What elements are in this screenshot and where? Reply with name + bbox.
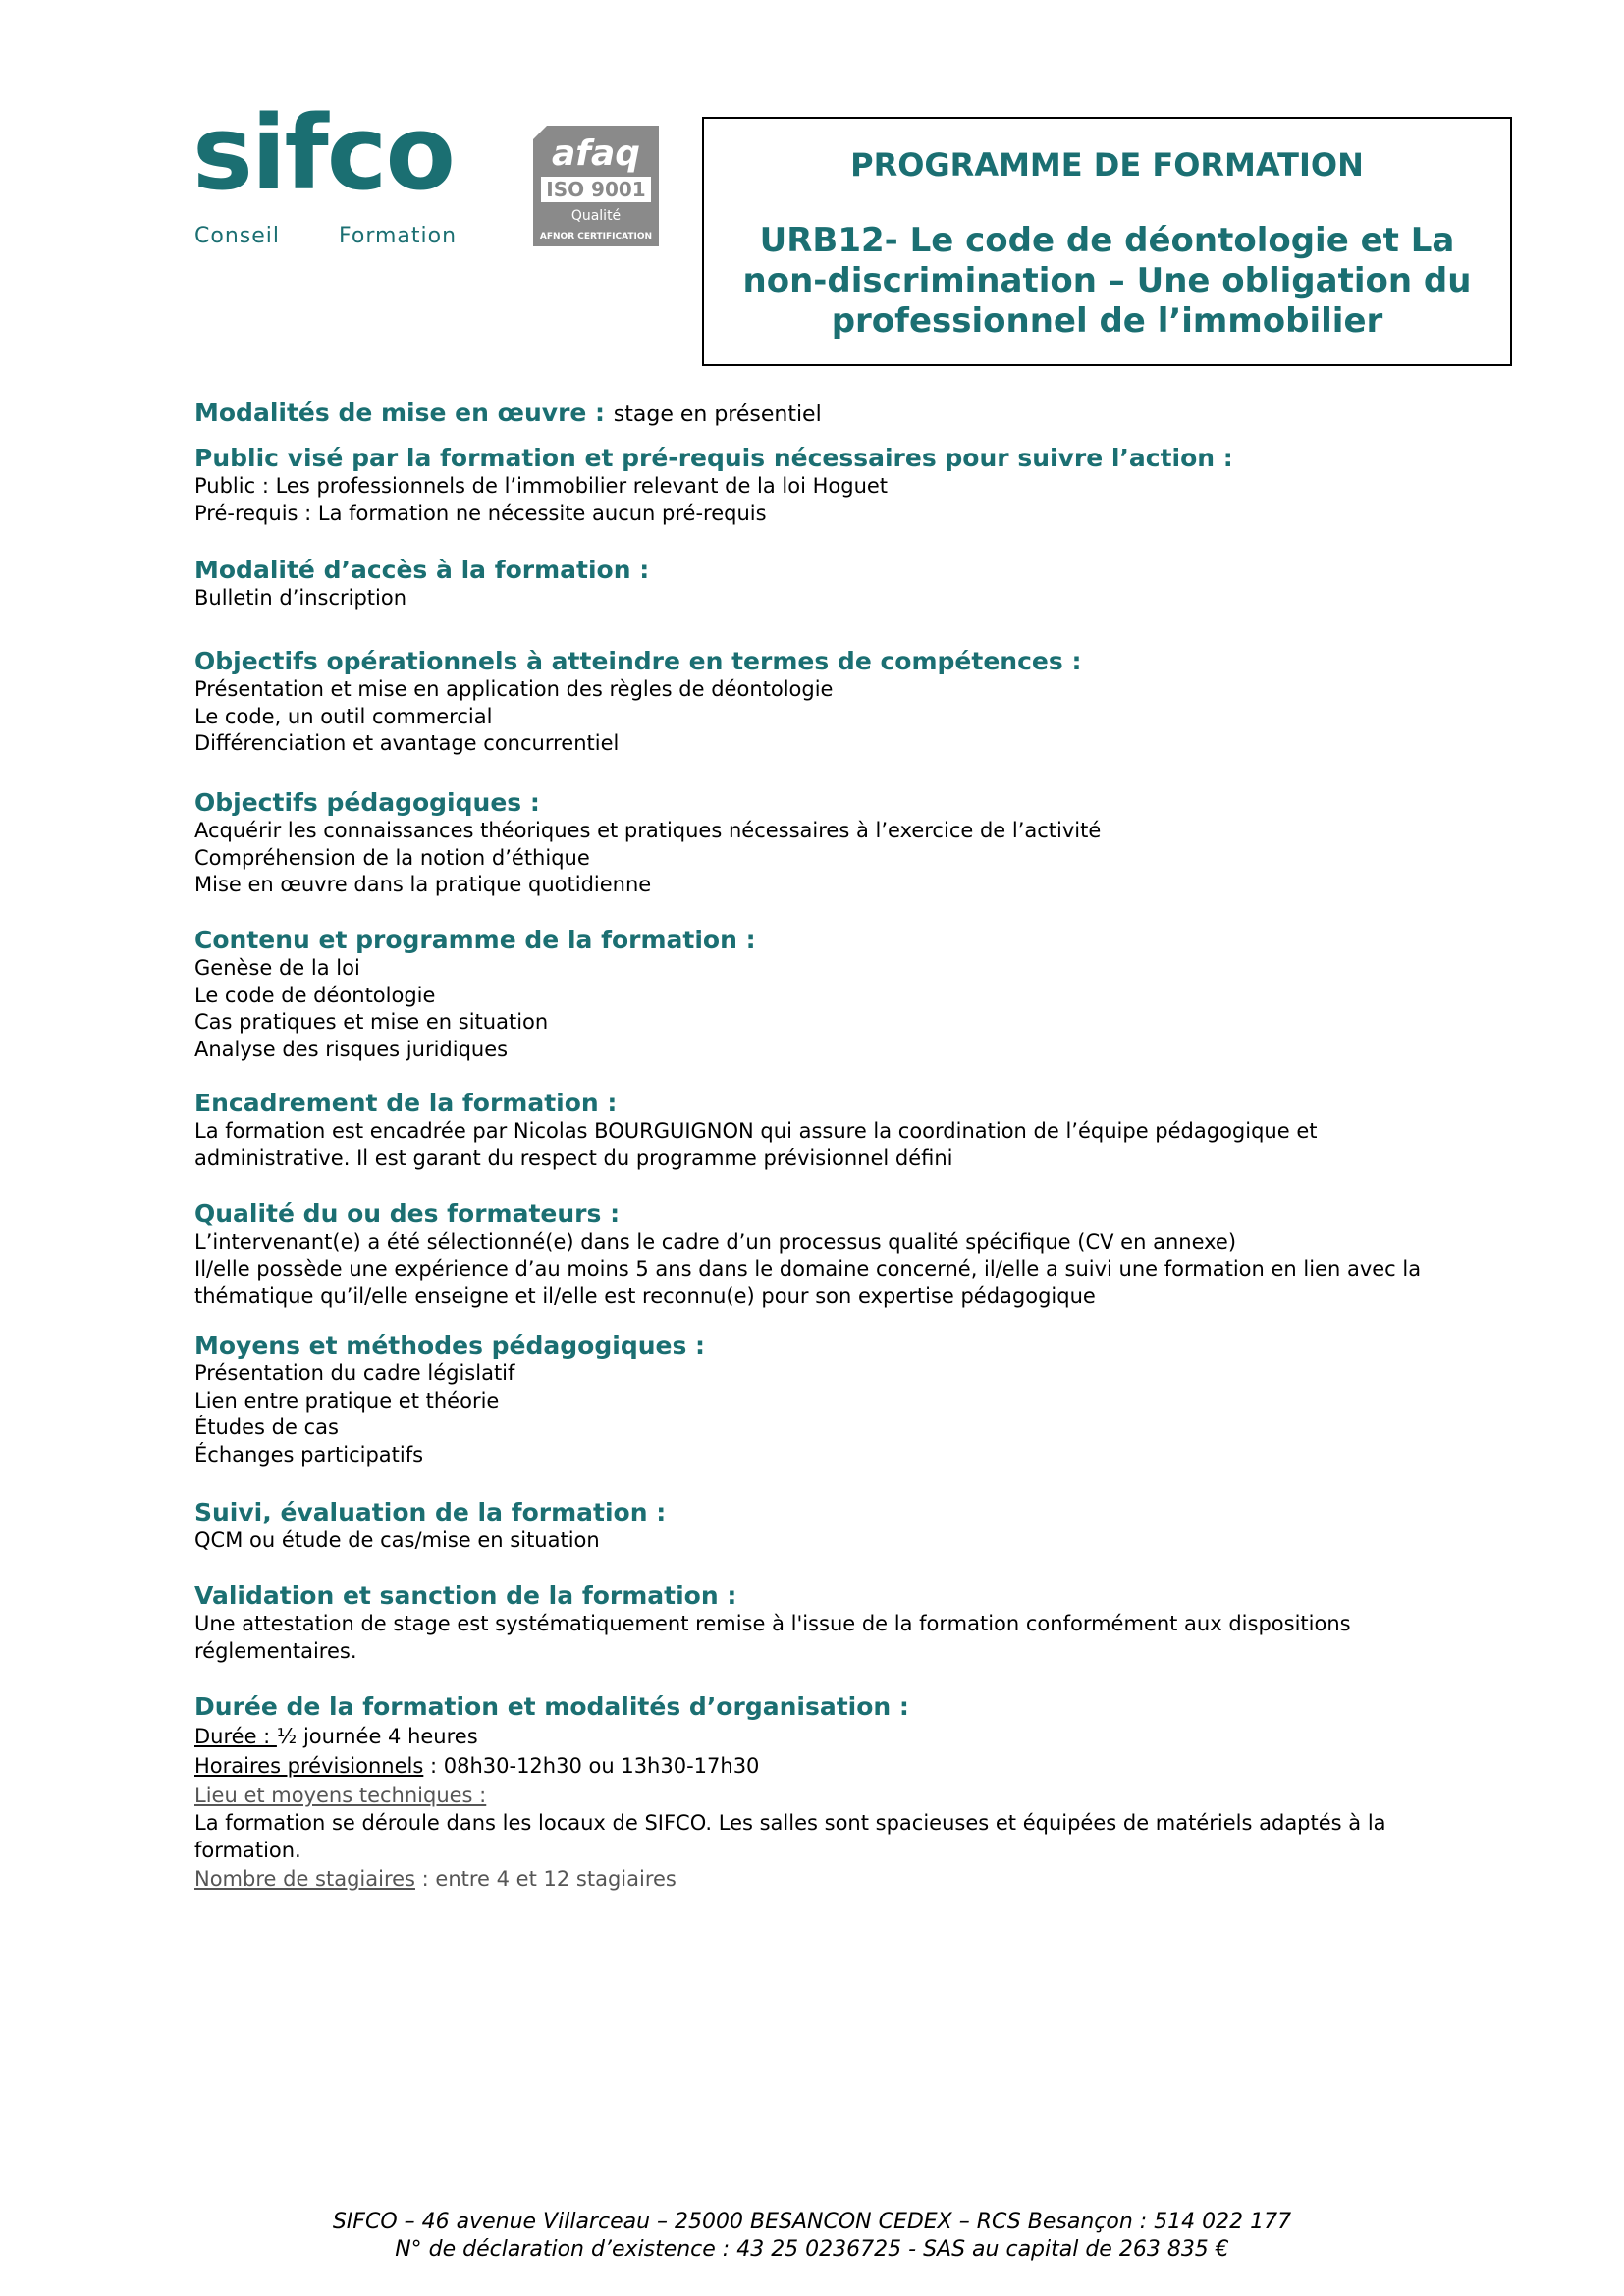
list-item: Différenciation et avantage concurrentiel xyxy=(194,731,620,755)
duree-line xyxy=(194,1722,1471,1751)
list-item: Acquérir les connaissances théoriques et pratiques nécessaires à l’exercice de l’activité xyxy=(194,819,1102,842)
section-heading: Encadrement de la formation : xyxy=(194,1089,618,1117)
footer-address: SIFCO – 46 avenue Villarceau – 25000 BESANCON CEDEX – RCS Besançon : 514 022 177 xyxy=(332,2210,1292,2234)
badge-quality: Qualité xyxy=(570,208,622,224)
section-validation xyxy=(194,1581,1471,1665)
programme-heading: PROGRAMME DE FORMATION xyxy=(850,146,1364,184)
section-heading: Public visé par la formation et pré-requis nécessaires pour suivre l’action : xyxy=(194,444,1233,472)
section-duree xyxy=(194,1692,1471,1894)
qualite-text: Il/elle possède une expérience d’au moins 5 ans dans le domaine concerné, il/elle a suivi une formation en lien avec la thématique qu’il/elle enseigne et il/elle est reconnu(e) pour son expertise pédagogique xyxy=(194,1256,1422,1308)
badge-standard: ISO 9001 xyxy=(546,178,646,201)
section-moyens xyxy=(194,1331,1471,1468)
footer xyxy=(0,2209,1624,2264)
section-heading: Objectifs opérationnels à atteindre en termes de compétences : xyxy=(194,647,1082,675)
encadrement-text: La formation est encadrée par Nicolas BOURGUIGNON qui assure la coordination de l’équipe pédagogique et administrative. Il est garant du respect du programme prévisionnel défini xyxy=(194,1119,1318,1170)
section-contenu xyxy=(194,926,1471,1063)
list-item: Le code de déontologie xyxy=(194,983,436,1007)
nombre-label: Nombre de stagiaires xyxy=(194,1867,415,1891)
section-public xyxy=(194,444,1471,527)
list-item: Compréhension de la notion d’éthique xyxy=(194,845,590,870)
section-encadrement xyxy=(194,1089,1471,1172)
duree-label: Durée : xyxy=(194,1725,277,1748)
qualite-line: L’intervenant(e) a été sélectionné(e) dans le cadre d’un processus qualité spécifique (CV en annexe) xyxy=(194,1230,1237,1254)
section-heading: Durée de la formation et modalités d’organisation : xyxy=(194,1692,909,1721)
section-objectifs-pedagogiques xyxy=(194,788,1471,899)
list-item: Présentation et mise en application des règles de déontologie xyxy=(194,677,834,701)
nombre-line xyxy=(194,1864,1471,1894)
list-item: Bulletin d’inscription xyxy=(194,586,407,610)
horaires-line xyxy=(194,1751,1471,1781)
title-box xyxy=(702,117,1512,366)
section-heading: Modalité d’accès à la formation : xyxy=(194,556,650,584)
list-item: Genèse de la loi xyxy=(194,956,360,980)
section-heading: Suivi, évaluation de la formation : xyxy=(194,1498,667,1526)
section-suivi xyxy=(194,1498,1471,1555)
lieu-text: La formation se déroule dans les locaux de SIFCO. Les salles sont spacieuses et équipées de matériels adaptés à la formation. xyxy=(194,1811,1386,1862)
course-title: URB12- Le code de déontologie et La non-discrimination – Une obligation du professionnel de l’immobilier xyxy=(742,221,1472,341)
horaires-value: : 08h30-12h30 ou 13h30-17h30 xyxy=(423,1754,760,1778)
duree-value: ½ journée 4 heures xyxy=(276,1725,478,1748)
logo-subtitle-right: Formation xyxy=(339,224,458,248)
list-item: Lien entre pratique et théorie xyxy=(194,1388,500,1413)
list-item: Pré-requis : La formation ne nécessite aucun pré-requis xyxy=(194,501,767,525)
section-heading: Validation et sanction de la formation : xyxy=(194,1581,737,1610)
section-heading: Contenu et programme de la formation : xyxy=(194,926,756,954)
list-item: Études de cas xyxy=(194,1415,339,1439)
section-heading: Qualité du ou des formateurs : xyxy=(194,1200,621,1228)
nombre-value: : entre 4 et 12 stagiaires xyxy=(414,1867,677,1891)
list-item: Cas pratiques et mise en situation xyxy=(194,1010,549,1034)
logo-subtitle xyxy=(194,224,457,248)
section-acces xyxy=(194,556,1471,613)
list-item: Mise en œuvre dans la pratique quotidienne xyxy=(194,873,652,896)
footer-declaration: N° de déclaration d’existence : 43 25 0236725 - SAS au capital de 263 835 € xyxy=(395,2237,1229,2262)
list-item: Le code, un outil commercial xyxy=(194,704,493,728)
list-item: QCM ou étude de cas/mise en situation xyxy=(194,1528,600,1552)
validation-text: Une attestation de stage est systématiquement remise à l'issue de la formation conformément aux dispositions réglementaires. xyxy=(194,1612,1351,1663)
lieu-label: Lieu et moyens techniques : xyxy=(194,1784,487,1807)
list-item: Présentation du cadre législatif xyxy=(194,1362,515,1385)
badge-brand: afaq xyxy=(551,133,641,174)
logo-subtitle-left: Conseil xyxy=(194,224,280,248)
section-heading: Objectifs pédagogiques : xyxy=(194,788,540,817)
list-item: Échanges participatifs xyxy=(194,1442,424,1467)
logo-wordmark: sifco xyxy=(192,93,454,213)
section-heading: Moyens et méthodes pédagogiques : xyxy=(194,1331,706,1360)
badge-issuer: AFNOR CERTIFICATION xyxy=(539,232,653,241)
afaq-iso-9001-badge xyxy=(533,126,659,246)
horaires-label: Horaires prévisionnels xyxy=(194,1754,424,1778)
sifco-logo xyxy=(192,93,487,253)
section-heading: Modalités de mise en œuvre : xyxy=(194,399,606,427)
list-item: Public : Les professionnels de l’immobilier relevant de la loi Hoguet xyxy=(194,474,889,498)
section-modalites xyxy=(194,399,1471,430)
modalites-value: stage en présentiel xyxy=(613,402,822,427)
list-item: Analyse des risques juridiques xyxy=(194,1037,509,1061)
section-objectifs-operationnels xyxy=(194,647,1471,758)
section-qualite xyxy=(194,1200,1471,1310)
